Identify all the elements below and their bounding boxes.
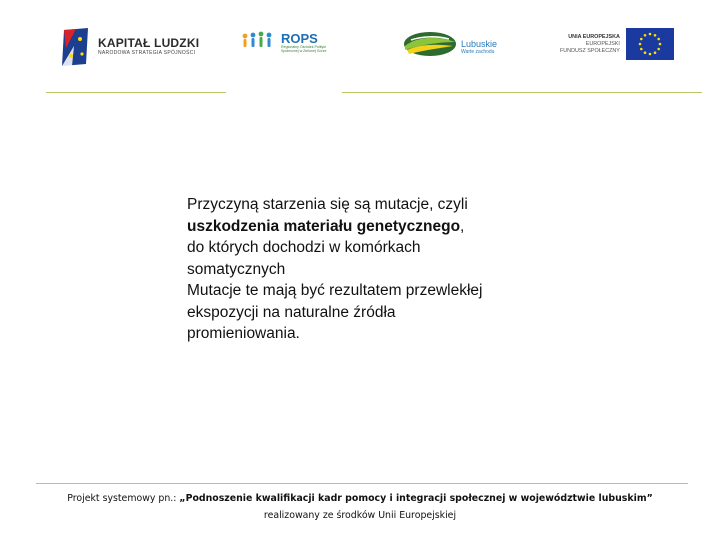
body-line-4: somatycznych	[187, 260, 286, 278]
kapital-ludzki-emblem-icon	[58, 26, 92, 68]
footer-prefix: Projekt systemowy pn.:	[67, 493, 180, 504]
kapital-ludzki-title: KAPITAŁ LUDZKI	[98, 36, 200, 50]
eu-subtitle-1: EUROPEJSKI	[585, 41, 620, 47]
rops-figures-icon	[241, 30, 277, 55]
lubuskie-subtitle: Warte zachodu	[461, 48, 495, 55]
lubuskie-landscape-icon	[403, 30, 457, 63]
eu-subtitle-2: FUNDUSZ SPOŁECZNY	[560, 47, 620, 54]
footer-line-2: realizowany ze środków Unii Europejskiej	[263, 510, 457, 521]
rops-subtitle: Regionalny Ośrodek Polityki Społecznej w Zielonej Górze	[281, 44, 327, 53]
eu-logo	[560, 28, 674, 60]
footer-line-1	[0, 490, 720, 507]
eu-flag-icon	[626, 28, 674, 60]
header-rule-left	[46, 92, 226, 93]
body-line-1: Przyczyną starzenia się są mutacje, czyli	[187, 196, 468, 213]
lubuskie-logo	[403, 30, 497, 63]
rops-title: ROPS	[281, 30, 318, 46]
footer-project-name: „Podnoszenie kwalifikacji kadr pomocy i integracji społecznej w województwie lubuskim”	[179, 493, 653, 504]
body-line-5: Mutacje te mają być rezultatem przewlekłej	[187, 282, 483, 299]
body-emphasis-suffix: ,	[460, 217, 465, 235]
header-rule-right	[342, 92, 702, 93]
slide-body-text	[187, 194, 567, 345]
kapital-ludzki-subtitle: NARODOWA STRATEGIA SPÓJNOŚCI	[98, 50, 196, 56]
body-line-3: do których dochodzi w komórkach	[187, 239, 421, 256]
body-line-7: promieniowania.	[187, 325, 300, 342]
kapital-ludzki-logo	[58, 26, 199, 68]
body-line-2	[187, 216, 567, 238]
body-emphasis: uszkodzenia materiału genetycznego	[187, 217, 461, 235]
lubuskie-title: Lubuskie	[461, 38, 498, 49]
rops-logo	[241, 30, 329, 55]
footer-rule	[36, 483, 688, 484]
eu-title: UNIA EUROPEJSKA	[568, 34, 620, 40]
body-line-6: ekspozycji na naturalne źródła	[187, 303, 396, 321]
footer	[0, 490, 720, 524]
